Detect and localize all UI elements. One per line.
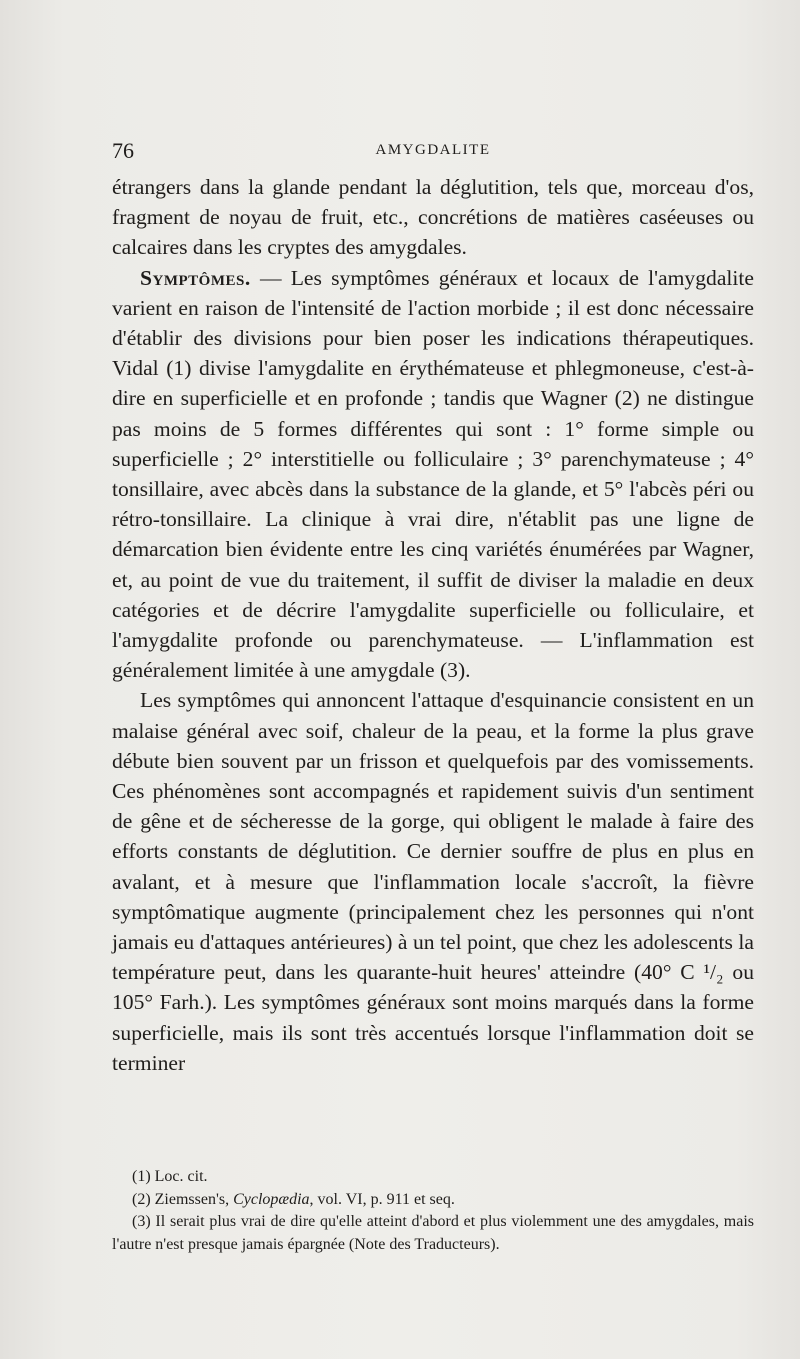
page-header bbox=[112, 138, 754, 168]
section-lead: Symptômes. bbox=[140, 265, 251, 290]
work-title: Cyclopædia bbox=[233, 1190, 310, 1208]
paragraph-text: étrangers dans la glande pendant la déglutition, tels que, morceau d'os, fragment de noyau de fruit, etc., concrétions de matières caséeuses ou calcaires dans les cryptes des amygdales. bbox=[112, 175, 754, 260]
paragraph-symptomes bbox=[112, 263, 754, 686]
footnote-2: (2) Ziemssen's, Cyclopædia, vol. VI, p. 911 et seq. bbox=[132, 1190, 455, 1208]
page-number: 76 bbox=[112, 138, 134, 163]
footnote-1: (1) Loc. cit. bbox=[132, 1168, 208, 1185]
paragraph-onset bbox=[112, 685, 754, 1078]
body-text bbox=[112, 172, 754, 1078]
paragraph-continuation bbox=[112, 172, 754, 263]
paragraph-text: Les symptômes qui annoncent l'attaque d'esquinancie consistent en un malaise général avec soif, chaleur de la peau, et la forme la plus grave débute bien souvent par un frisson et quelquefois par des vomissements. Ces phénomènes sont accompagnés et rapidement suivis d'un sentiment de gêne et de sécheresse de la gorge, qui obligent le malade à faire des efforts constants de déglutition. Ce dernier souffre de plus en plus en avalant, et à mesure que l'inflammation locale s'accroît, la fièvre symptômatique augmente (principalement chez les personnes qui n'ont jamais eu d'attaques antérieures) à un tel point, que chez les adolescents la température peut, dans les quarante-huit heures' atteindre (40° C ¹/₂ ou 105° Farh.). Les symptômes généraux sont moins marqués dans la forme superficielle, mais ils sont très accentués lorsque l'inflammation doit se terminer bbox=[112, 688, 754, 1075]
footnotes bbox=[112, 1166, 754, 1256]
footnote-3: (3) Il serait plus vrai de dire qu'elle atteint d'abord et plus violemment une des amygdales, mais l'autre n'est presque jamais épargnée (Note des Traducteurs). bbox=[112, 1213, 754, 1253]
running-head: AMYGDALITE bbox=[375, 142, 491, 158]
paragraph-text: — Les symptômes généraux et locaux de l'amygdalite varient en raison de l'intensité de l'action morbide ; il est donc nécessaire d'établir des divisions pour bien poser les indications thérapeutiques. Vidal (1) divise l'amygdalite en érythémateuse et phlegmoneuse, c'est-à-dire en superficielle et en profonde ; tandis que Wagner (2) ne distingue pas moins de 5 formes différentes qui sont : 1° forme simple ou superficielle ; 2° interstitielle ou folliculaire ; 3° parenchymateuse ; 4° tonsillaire, avec abcès dans la substance de la glande, et 5° l'abcès péri ou rétro-tonsillaire. La clinique à vrai dire, n'établit pas une ligne de démarcation bien évidente entre les cinq variétés énumérées par Wagner, et, au point de vue du traitement, il suffit de diviser la maladie en deux catégories et de décrire l'amygdalite superficielle ou folliculaire, et l'amygdalite profonde ou parenchymateuse. — L'inflammation est généralement limitée à une amygdale (3). bbox=[112, 265, 754, 683]
